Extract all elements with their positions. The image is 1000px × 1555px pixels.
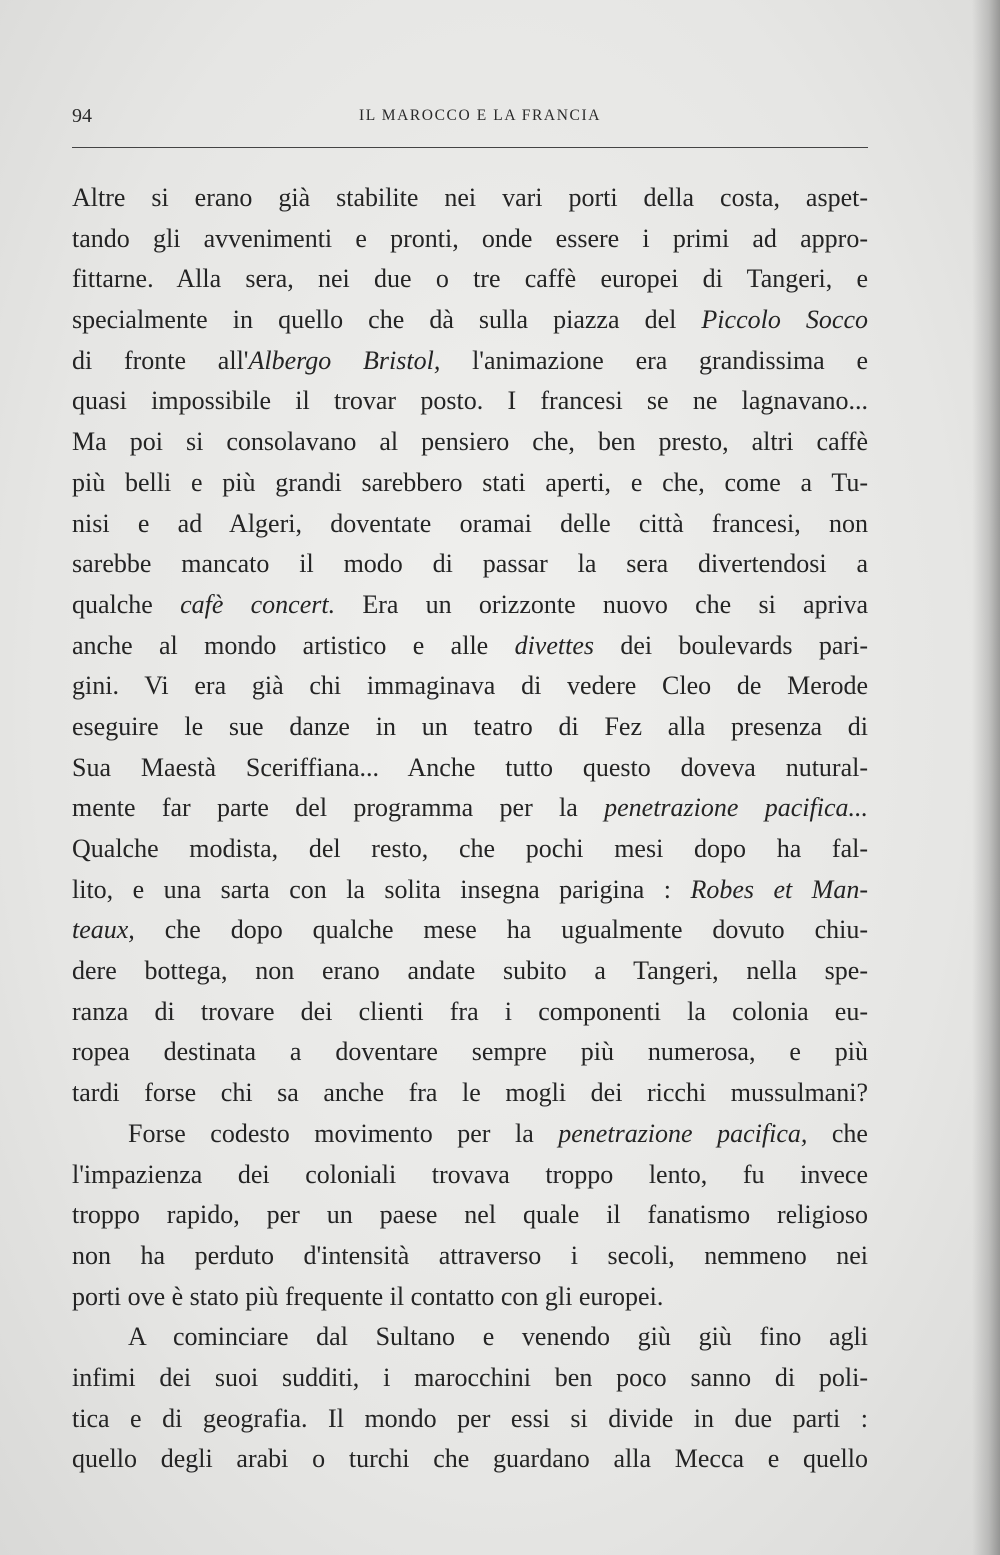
text-line (72, 626, 868, 667)
text-line (72, 707, 868, 748)
text-line (72, 1155, 868, 1196)
page-number: 94 (72, 105, 92, 127)
text-segment: che (807, 1118, 868, 1148)
italic-text-segment: divettes (514, 630, 594, 660)
text-line (72, 259, 868, 300)
body-text (72, 178, 868, 1480)
page-header (72, 101, 868, 131)
text-segment: più belli e più grandi sarebbero stati aperti, e che, come a Tu- (72, 467, 868, 497)
text-segment: porti ove è stato più frequente il contatto con gli europei. (72, 1281, 664, 1311)
text-segment: l'impazienza dei coloniali trovava troppo lento, fu invece (72, 1159, 868, 1189)
text-segment: mente far parte del programma per la (72, 793, 605, 823)
italic-text-segment: Albergo Bristol, (248, 345, 441, 375)
text-segment: Qualche modista, del resto, che pochi mesi dopo ha fal- (72, 834, 868, 863)
text-segment: dei boulevards pari- (593, 630, 868, 660)
text-segment: l'animazione era grandissima e (440, 345, 868, 375)
text-line (72, 1317, 868, 1358)
text-line (72, 381, 868, 422)
text-line (72, 829, 868, 870)
text-line (72, 1439, 868, 1480)
text-segment: ranza di trovare dei clienti fra i componenti la colonia eu- (72, 996, 868, 1026)
text-segment: Forse codesto movimento per la (128, 1118, 559, 1148)
text-segment: infimi dei suoi sudditi, i marocchini ben poco sanno di poli- (72, 1362, 868, 1392)
italic-text-segment: cafè concert. (180, 589, 336, 619)
text-segment: Sua Maestà Sceriffiana... Anche tutto questo doveva nutural- (72, 752, 868, 782)
text-segment: ropea destinata a doventare sempre più numerosa, e più (72, 1037, 868, 1067)
text-segment: Era un orizzonte nuovo che si apriva (335, 589, 869, 619)
page-edge-shadow (972, 0, 1000, 1555)
text-segment: sarebbe mancato il modo di passar la sera divertendosi a (72, 549, 868, 579)
text-segment: non ha perduto d'intensità attraverso i secoli, nemmeno nei (72, 1240, 868, 1270)
text-line (72, 300, 868, 341)
running-title: IL MAROCCO E LA FRANCIA (358, 107, 602, 124)
text-segment: lito, e una sarta con la solita insegna parigina : (72, 874, 691, 904)
text-segment: quasi impossibile il trovar posto. I francesi se ne lagnavano... (72, 386, 868, 416)
text-line (72, 178, 868, 219)
text-segment: che dopo qualche mese ha ugualmente dovuto chiu- (134, 915, 868, 945)
text-segment: qualche (72, 589, 181, 619)
text-segment: anche al mondo artistico e alle (72, 630, 515, 660)
text-line (72, 1073, 868, 1114)
text-line (72, 341, 868, 382)
text-segment: Altre si erano già stabilite nei vari porti della costa, aspet- (72, 183, 868, 212)
text-line (72, 504, 868, 545)
text-segment: specialmente in quello che dà sulla piazza del (72, 305, 702, 335)
text-segment: troppo rapido, per un paese nel quale il fanatismo religioso (72, 1200, 868, 1230)
text-line (72, 951, 868, 992)
italic-text-segment: penetrazione pacifica, (558, 1118, 808, 1148)
italic-text-segment: Robes et Man- (690, 874, 869, 904)
italic-text-segment: Piccolo Socco (701, 305, 868, 335)
text-line (72, 544, 868, 585)
text-segment: gini. Vi era già chi immaginava di vedere Cleo de Merode (72, 671, 868, 701)
text-line (72, 1114, 868, 1155)
text-segment: Ma poi si consolavano al pensiero che, ben presto, altri caffè (72, 427, 868, 457)
italic-text-segment: penetrazione pacifica... (604, 793, 868, 823)
text-line (72, 219, 868, 260)
text-line (72, 666, 868, 707)
text-segment: tando gli avvenimenti e pronti, onde essere i primi ad appro- (72, 223, 868, 253)
text-segment: tica e di geografia. Il mondo per essi si divide in due parti : (72, 1403, 868, 1433)
text-segment: A cominciare dal Sultano e venendo giù giù fino agli (128, 1322, 868, 1352)
text-line (72, 788, 868, 829)
text-segment: dere bottega, non erano andate subito a Tangeri, nella spe- (72, 956, 868, 986)
text-segment: tardi forse chi sa anche fra le mogli dei ricchi mussulmani? (72, 1078, 868, 1108)
header-rule (72, 147, 868, 148)
text-segment: fittarne. Alla sera, nei due o tre caffè europei di Tangeri, e (72, 264, 868, 294)
text-line (72, 422, 868, 463)
italic-text-segment: teaux, (72, 915, 135, 945)
text-segment: nisi e ad Algeri, doventate oramai delle città francesi, non (72, 508, 868, 538)
text-line (72, 870, 868, 911)
text-segment: di fronte all' (72, 345, 249, 375)
text-line (72, 1399, 868, 1440)
text-segment: eseguire le sue danze in un teatro di Fez alla presenza di (72, 711, 868, 741)
text-line (72, 748, 868, 789)
text-line (72, 463, 868, 504)
text-line (72, 1358, 868, 1399)
text-line (72, 1277, 868, 1318)
text-line (72, 1032, 868, 1073)
text-line (72, 992, 868, 1033)
text-line (72, 585, 868, 626)
text-segment: quello degli arabi o turchi che guardano alla Mecca e quello (72, 1444, 868, 1474)
text-line (72, 910, 868, 951)
text-line (72, 1236, 868, 1277)
text-line (72, 1195, 868, 1236)
